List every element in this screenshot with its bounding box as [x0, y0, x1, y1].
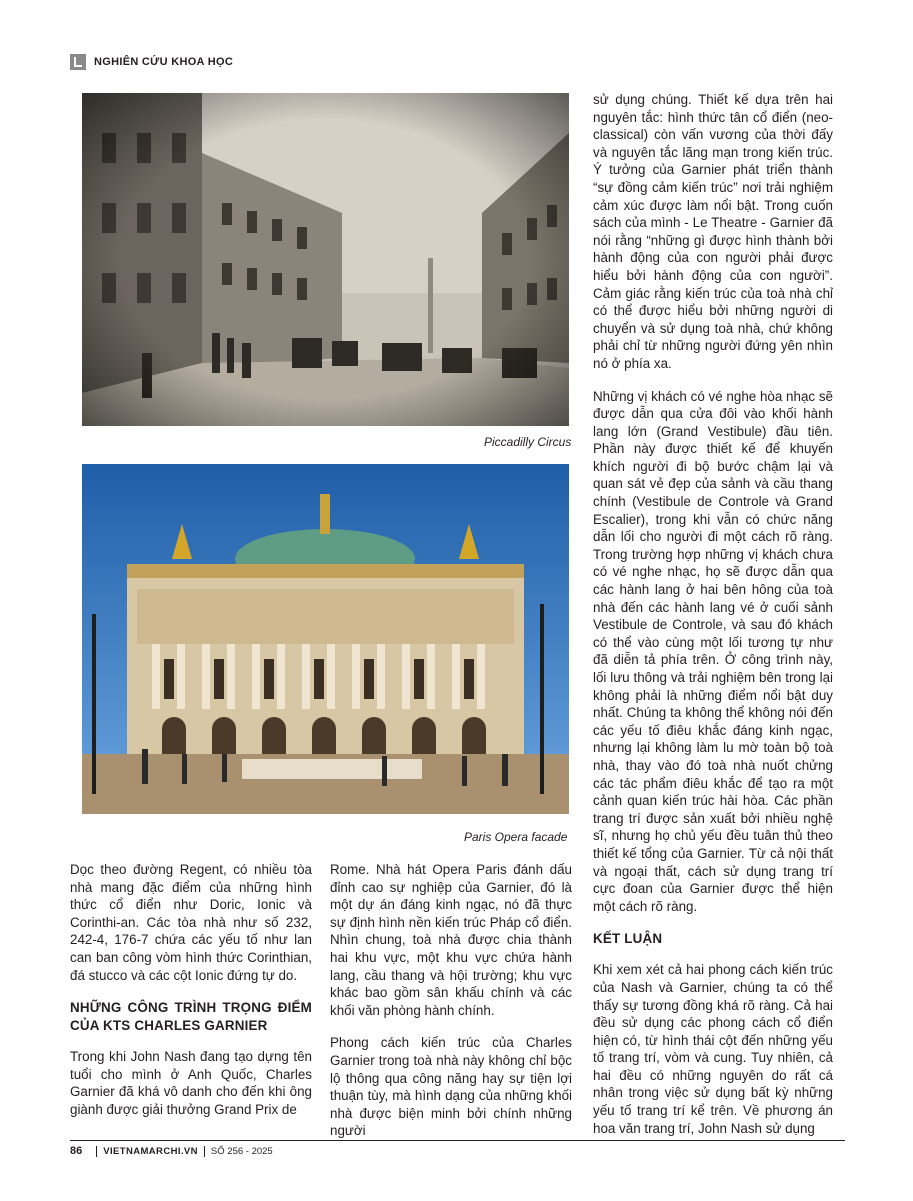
- body-paragraph: Trong khi John Nash đang tạo dựng tên tuổi cho mình ở Anh Quốc, Charles Garnier đã khá vô danh cho đến khi ông giành được giải thưởng Grand Prix de: [70, 1049, 312, 1117]
- section-title: NGHIÊN CỨU KHOA HỌC: [94, 56, 234, 68]
- piccadilly-circus-illustration: [82, 93, 569, 426]
- middle-column: [330, 861, 572, 1155]
- figure-caption-2: Paris Opera facade: [464, 830, 568, 844]
- figure-caption-1: Piccadilly Circus: [484, 435, 572, 449]
- page-footer: [70, 1140, 845, 1159]
- publication-name: VIETNAMARCHI.VN: [103, 1145, 198, 1157]
- section-heading: NHỮNG CÔNG TRÌNH TRỌNG ĐIỂM CỦA KTS CHARLES GARNIER: [70, 1000, 312, 1034]
- body-paragraph: Dọc theo đường Regent, có nhiều tòa nhà mang đặc điểm của những hình thức cổ điển như Doric, Ionic và Corinthi-an. Các tòa nhà như số 232, 242-4, 176-7 chứa các yếu tố như lan can ban công vòm hình thức Corinthian, đá stucco và các cột Ionic đứng tự do.: [70, 862, 312, 983]
- piccadilly-circus-photo: [82, 93, 569, 426]
- issue-number: SỐ 256 - 2025: [210, 1145, 273, 1157]
- body-paragraph: Khi xem xét cả hai phong cách kiến trúc của Nash và Garnier, chúng ta có thể thấy sự tương đồng khá rõ ràng. Cả hai đều sử dụng các phong cách cổ điển hiện có, từ hình thái cột đến những yếu tố trang trí, vòm và cung. Tuy nhiên, cả hai đều có những nguyên do rất cá nhân trong việc sử dụng bất kỳ những yếu tố trang trí kể trên. Về phương án hoa văn trang trí, John Nash sử dụng: [593, 962, 833, 1136]
- left-column: [70, 861, 312, 1134]
- section-logo-icon: [70, 54, 86, 70]
- section-heading: KẾT LUẬN: [593, 931, 663, 947]
- paris-opera-photo: [82, 464, 569, 814]
- right-column: [593, 91, 833, 1152]
- body-paragraph: Những vị khách có vé nghe hòa nhạc sẽ được dẫn qua cửa đôi vào khối hành lang lớn (Grand Vestibule) đầu tiên. Phần này được thiết kế để khuyến khích người đi bộ bước chậm lại và quan sát vẻ đẹp của sảnh và cầu thang chính (Vestibule de Controle và Grand Escalier), trong khi vẫn có chức năng dẫn lối cho người đi một cách rõ ràng. Trong trường hợp những vị khách chưa có vé nghe nhạc, họ sẽ được dẫn qua các hành lang ở hai bên hông của toà nhà đến các hành lang vé ở cuối sảnh Vestibule de Controle, và sau đó khách có thể vào cùng một lối tương tự như đã diễn tả phía trên. Ở công trình này, lối lưu thông và trải nghiệm bên trong lại không phải là những điểm nổi bật duy nhất. Chúng ta không thể không nói đến các yếu tố điêu khắc đáng kinh ngạc, nhưng lại không làm lu mờ toàn bộ toà nhà, thay vào đó toà nhà nuốt chửng các tác phẩm điêu khắc để tạo ra một cảnh quan kiến trúc hài hòa. Các phần trang trí được sản xuất bởi nhiều nghệ sĩ, nhưng họ chủ yếu đều tuân thủ theo thiết kế tổng của Garnier. Từ cả nội thất và ngoại thất, cách sử dụng trang trí cực đoan của Garnier được thể hiện một cách rõ ràng.: [593, 388, 833, 914]
- footer-divider: [204, 1146, 205, 1157]
- section-header: [70, 53, 233, 71]
- page-number: 86: [70, 1145, 83, 1157]
- footer-divider: [96, 1146, 97, 1157]
- paris-opera-illustration: [82, 464, 569, 814]
- body-paragraph: Rome. Nhà hát Opera Paris đánh dấu đỉnh cao sự nghiệp của Garnier, đó là một dự án đáng kinh ngạc, nó đã thực sự định hình nền kiến trúc Pháp cổ điển. Nhìn chung, toà nhà được chia thành hai khu vực, một khu vực chứa hành lang, cầu thang và hội trường; khu vực khác bao gồm sân khấu chính và các khối văn phòng hành chính.: [330, 862, 572, 1018]
- body-paragraph: sử dụng chúng. Thiết kế dựa trên hai nguyên tắc: hình thức tân cổ điển (neo-classical) còn vấn vương của thời đấy và nguyên tắc lãng mạn trong kiến trúc. Ý tưởng của Garnier phát triển thành “sự đồng cảm kiến trúc” nơi trải nghiệm cảm xúc được làm nổi bật. Trong cuốn sách của mình - Le Theatre - Garnier đã nói rằng “những gì được hình thành bởi hành động của con người phải được hiểu bởi hành động của con người”. Cảm giác rằng kiến trúc của toà nhà chỉ có thể được hiểu bởi những người di chuyển và sử dụng toà nhà, chứ không phải chỉ từ những người đứng yên nhìn nó ở phía xa.: [593, 92, 833, 371]
- body-paragraph: Phong cách kiến trúc của Charles Garnier trong toà nhà này không chỉ bộc lộ thông qua công năng hay sự tiện lợi thuận tùy, mà hình dạng của những khối nhà được biện minh bởi chính những người: [330, 1035, 572, 1139]
